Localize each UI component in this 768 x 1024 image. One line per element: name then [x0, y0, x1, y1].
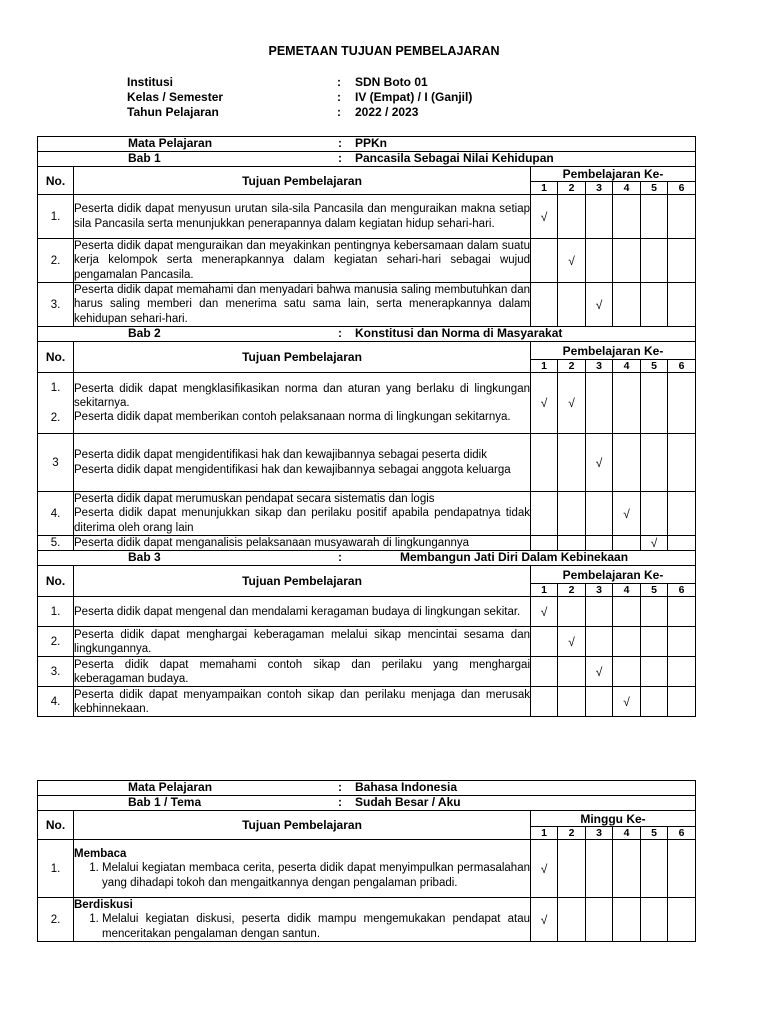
row-heading: Membaca — [74, 848, 127, 861]
row-number: 3. — [38, 657, 74, 687]
mapel-label: Mata Pelajaran — [128, 780, 213, 794]
pembelajaran-ke-header: Pembelajaran Ke- — [531, 167, 696, 182]
page-title: PEMETAAN TUJUAN PEMBELAJARAN — [268, 44, 500, 58]
section-row-mapel — [38, 137, 696, 152]
col-num: 6 — [668, 182, 696, 195]
row-text: Peserta didik dapat menguraikan dan meyakinkan pentingnya kebersamaan dalam suatu kerja kelompok serta menerapkannya dalam kegiatan sehari-hari sebagai wujud pengamalan Pancasila. — [74, 240, 530, 281]
section-row-bab2 — [38, 327, 696, 342]
table-row — [38, 373, 696, 434]
colon: : — [338, 326, 342, 340]
bab-label: Bab 1 / Tema — [128, 795, 202, 809]
col-num: 2 — [558, 360, 586, 373]
bab-value: Sudah Besar / Aku — [355, 795, 461, 809]
col-num: 4 — [613, 827, 641, 840]
table-row — [38, 195, 696, 239]
row-number: 3 — [38, 434, 74, 492]
check-mark: √ — [558, 627, 586, 657]
table-row — [38, 239, 696, 283]
info-value: SDN Boto 01 — [355, 75, 428, 89]
info-value: 2022 / 2023 — [355, 105, 419, 119]
col-num: 1 — [531, 182, 558, 195]
col-num: 2 — [558, 827, 586, 840]
pembelajaran-ke-header: Pembelajaran Ke- — [531, 566, 696, 584]
table-row — [38, 283, 696, 327]
row-number — [38, 373, 74, 434]
info-colon: : — [337, 90, 341, 104]
colon: : — [338, 136, 342, 150]
row-number: 1. — [38, 597, 74, 627]
colon: : — [338, 780, 342, 794]
row-number: 3. — [38, 283, 74, 327]
info-colon: : — [337, 105, 341, 119]
table-row — [38, 536, 696, 551]
no-header: No. — [38, 566, 74, 597]
mapel-label: Mata Pelajaran — [128, 136, 213, 150]
col-num: 5 — [641, 182, 668, 195]
check-mark: √ — [613, 492, 641, 536]
minggu-ke-header: Minggu Ke- — [531, 811, 696, 827]
colon: : — [338, 550, 342, 565]
row-text-b: Peserta didik dapat memberikan contoh pelaksanaan norma di lingkungan sekitarnya. — [74, 411, 511, 424]
mapel-value: PPKn — [355, 136, 388, 150]
table-row — [38, 840, 696, 898]
info-label: Kelas / Semester — [127, 90, 224, 104]
table-row — [38, 434, 696, 492]
row-text: Peserta didik dapat mengenal dan mendalami keragaman budaya di lingkungan sekitar. — [74, 597, 531, 627]
info-label: Institusi — [127, 75, 174, 89]
colon: : — [338, 151, 342, 165]
table-row — [38, 597, 696, 627]
col-num: 4 — [613, 584, 641, 597]
row-text — [74, 434, 531, 492]
check-mark: √ — [613, 687, 641, 717]
col-num: 6 — [668, 360, 696, 373]
row-heading: Berdiskusi — [74, 899, 133, 912]
col-num: 2 — [558, 182, 586, 195]
no-header: No. — [38, 167, 74, 195]
bab-label: Bab 3 — [128, 550, 161, 565]
row-text: Peserta didik dapat memahami dan menyadari bahwa manusia saling membutuhkan dan harus saling memberi dan menerima satu sama lain, serta menerapkannya dalam kehidupan sehari-hari. — [74, 284, 530, 325]
row-text — [74, 373, 531, 434]
row-number-b: 2. — [50, 412, 61, 424]
col-num: 1 — [531, 584, 558, 597]
check-mark: √ — [531, 373, 558, 434]
bab-value: Konstitusi dan Norma di Masyarakat — [355, 326, 563, 340]
table-row — [38, 687, 696, 717]
section-row-bab — [38, 796, 696, 811]
check-mark: √ — [586, 283, 613, 327]
row-text — [74, 840, 531, 898]
section-row-mapel — [38, 781, 696, 796]
check-mark: √ — [586, 657, 613, 687]
table-row — [38, 657, 696, 687]
table-row — [38, 898, 696, 942]
section-row-bab3 — [38, 551, 696, 566]
check-mark: √ — [641, 536, 668, 551]
col-num: 6 — [668, 827, 696, 840]
row-text-a: Peserta didik dapat mengidentifikasi hak dan kewajibannya sebagai peserta didik — [74, 449, 487, 462]
bab-value: Membangun Jati Diri Dalam Kebinekaan — [400, 550, 629, 565]
tujuan-header: Tujuan Pembelajaran — [74, 167, 531, 195]
col-num: 2 — [558, 584, 586, 597]
col-num: 3 — [586, 584, 613, 597]
row-number: 4. — [38, 687, 74, 717]
row-text — [74, 898, 531, 942]
col-num: 1 — [531, 360, 558, 373]
bab-label: Bab 1 — [128, 151, 161, 165]
tujuan-header: Tujuan Pembelajaran — [74, 342, 531, 373]
row-text-a: Peserta didik dapat mengklasifikasikan norma dan aturan yang berlaku di lingkungan sekitarnya. — [74, 382, 530, 409]
check-mark: √ — [531, 597, 558, 627]
row-text: Peserta didik dapat menganalisis pelaksanaan musyawarah di lingkungannya — [74, 536, 531, 551]
check-mark: √ — [586, 434, 613, 492]
pembelajaran-ke-header: Pembelajaran Ke- — [531, 342, 696, 360]
bab-value: Pancasila Sebagai Nilai Kehidupan — [355, 151, 554, 165]
header-row — [38, 811, 696, 827]
mapel-value: Bahasa Indonesia — [355, 780, 458, 794]
info-label: Tahun Pelajaran — [127, 105, 219, 119]
row-text-b: Peserta didik dapat menunjukkan sikap dan perilaku positif apabila pendapatnya tidak diterima oleh orang lain — [74, 507, 530, 534]
col-num: 6 — [668, 584, 696, 597]
col-num: 5 — [641, 584, 668, 597]
row-text-item: 1. Melalui kegiatan diskusi, peserta didik mampu mengemukakan pendapat atau menceritakan pengalaman dengan santun. — [102, 912, 530, 940]
tujuan-header: Tujuan Pembelajaran — [74, 811, 531, 840]
check-mark: √ — [558, 373, 586, 434]
col-num: 4 — [613, 360, 641, 373]
row-number: 2. — [38, 627, 74, 657]
bindo-table — [37, 780, 696, 942]
header-row — [38, 566, 696, 584]
row-number: 5. — [38, 536, 74, 551]
row-number: 1. — [38, 195, 74, 239]
header-row — [38, 342, 696, 360]
col-num: 3 — [586, 827, 613, 840]
col-num: 3 — [586, 182, 613, 195]
section-row-bab1 — [38, 152, 696, 167]
col-num: 1 — [531, 827, 558, 840]
header-row — [38, 167, 696, 182]
check-mark: √ — [531, 898, 558, 942]
row-text — [74, 492, 531, 536]
ppkn-table — [37, 136, 696, 717]
row-number: 4. — [38, 492, 74, 536]
row-text-a: Peserta didik dapat merumuskan pendapat secara sistematis dan logis — [74, 493, 435, 506]
check-mark: √ — [558, 239, 586, 283]
row-number: 2. — [38, 898, 74, 942]
bab-label: Bab 2 — [128, 326, 161, 340]
colon: : — [338, 795, 342, 809]
col-num: 5 — [641, 360, 668, 373]
no-header: No. — [38, 342, 74, 373]
no-header: No. — [38, 811, 74, 840]
row-text-item: 1. Melalui kegiatan membaca cerita, peserta didik dapat menyimpulkan permasalahan yang dihadapi tokoh dan mengaitkannya dengan pengalaman pribadi. — [102, 861, 530, 889]
row-number-a: 1. — [50, 382, 61, 394]
row-text: Peserta didik dapat memahami contoh sikap dan perilaku yang menghargai keberagaman budaya. — [74, 658, 530, 685]
check-mark: √ — [531, 840, 558, 898]
col-num: 4 — [613, 182, 641, 195]
check-mark: √ — [531, 195, 558, 239]
row-text: Peserta didik dapat menghargai keberagaman melalui sikap mencintai sesama dan lingkungannya. — [74, 628, 530, 655]
row-number: 1. — [38, 840, 74, 898]
row-text-b: Peserta didik dapat mengidentifikasi hak dan kewajibannya sebagai anggota keluarga — [74, 463, 511, 476]
table-row — [38, 492, 696, 536]
tujuan-header: Tujuan Pembelajaran — [74, 566, 531, 597]
col-num: 3 — [586, 360, 613, 373]
row-text: Peserta didik dapat menyampaikan contoh sikap dan perilaku menjaga dan merusak kebhinnekaan. — [74, 688, 530, 715]
info-colon: : — [337, 75, 341, 89]
row-number: 2. — [38, 239, 74, 283]
col-num: 5 — [641, 827, 668, 840]
row-text: Peserta didik dapat menyusun urutan sila-sila Pancasila dan menguraikan makna setiap sila Pancasila serta menunjukkan penerapannya dalam kegiatan hidup sehari-hari. — [74, 195, 531, 239]
table-row — [38, 627, 696, 657]
info-value: IV (Empat) / I (Ganjil) — [355, 90, 473, 104]
